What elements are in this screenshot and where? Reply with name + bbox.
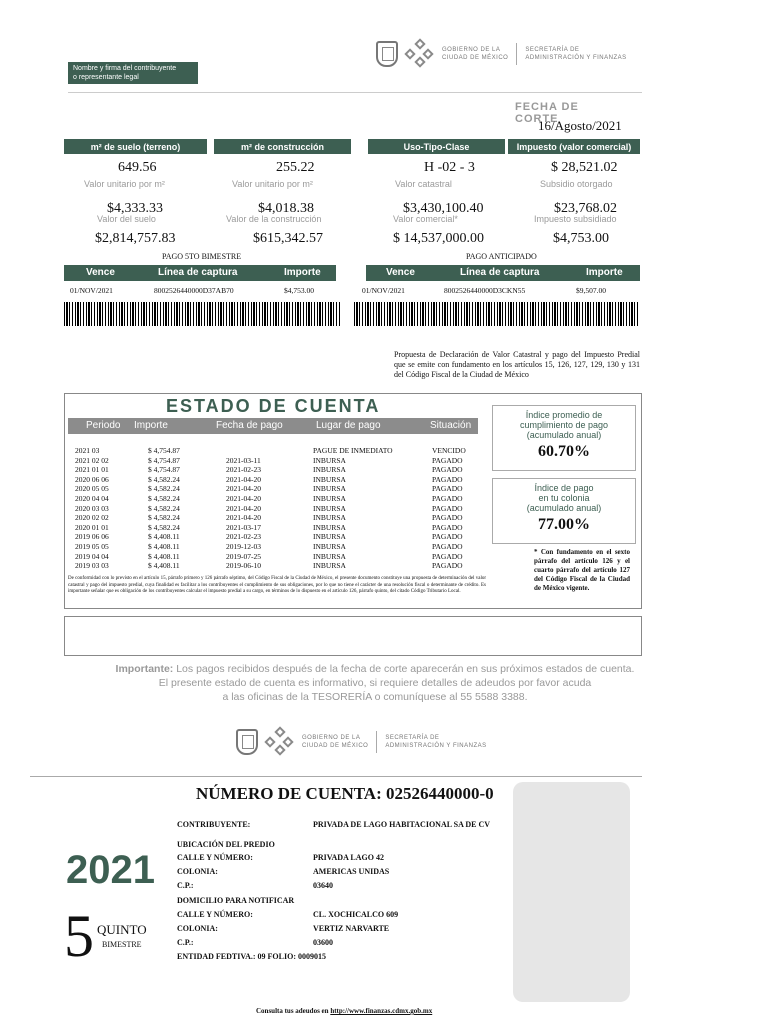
statement-row — [68, 446, 488, 456]
statement-cell: $ 4,582.24 — [148, 494, 180, 503]
bimestre-label: BIMESTRE — [102, 940, 142, 949]
statement-cell: $ 4,582.24 — [148, 513, 180, 523]
sec-logo-text-bottom — [385, 734, 486, 750]
statement-cell: 2021 03 — [75, 446, 100, 455]
calle2-value: CL. XOCHICALCO 609 — [313, 910, 399, 919]
empty-notes-box — [64, 616, 642, 656]
statement-cell: PAGADO — [432, 551, 463, 561]
account-number-title: NÚMERO DE CUENTA: 02526440000-0 — [196, 784, 494, 803]
payment-2-vence: 01/NOV/2021 — [362, 286, 405, 295]
payment-1-h-importe: Importe — [284, 267, 321, 278]
statement-cell: 2020 01 01 — [75, 522, 109, 532]
statement-cell: PAGADO — [432, 484, 463, 494]
contribuyente-label: CONTRIBUYENTE: — [177, 820, 251, 829]
gov-logo-text-bottom — [302, 734, 368, 750]
col-importe: Importe — [134, 420, 168, 431]
statement-cell: INBURSA — [313, 561, 346, 571]
payment-2-importe: $9,507.00 — [576, 286, 606, 295]
payment-2-linea: 8002526440000D3CKN55 — [444, 286, 526, 295]
statement-cell: INBURSA — [313, 532, 346, 542]
index-average-l2: cumplimiento de pago — [519, 420, 609, 430]
statement-cell: $ 4,582.24 — [148, 474, 180, 484]
colonia2-label: COLONIA: — [177, 924, 218, 933]
gov-line2-bottom: CIUDAD DE MÉXICO — [302, 743, 369, 749]
cp-value: 03640 — [313, 881, 333, 890]
statement-title: ESTADO DE CUENTA — [166, 396, 381, 416]
value-val-suelo: $2,814,757.83 — [95, 231, 176, 246]
cut-date-label: FECHA DE CORTE — [515, 101, 579, 125]
statement-cell: PAGUE DE INMEDIATO — [313, 446, 393, 455]
label-val-const: Valor de la construcción — [226, 214, 322, 224]
statement-cell: 2020 04 04 — [75, 494, 109, 503]
label-subsidio: Subsidio otorgado — [540, 179, 613, 189]
important-line3: a las oficinas de la TESORERÍA o comuníquese al 55 5588 3388. — [222, 691, 528, 703]
statement-cell: $ 4,582.24 — [148, 484, 180, 494]
index-average-l3: (acumulado anual) — [526, 430, 602, 440]
coat-of-arms-icon — [376, 41, 398, 67]
label-val-suelo: Valor del suelo — [97, 214, 156, 224]
value-val-com: $ 14,537,000.00 — [393, 231, 484, 246]
statement-cell: INBURSA — [313, 455, 346, 465]
colonia-value: AMERICAS UNIDAS — [313, 867, 390, 876]
statement-cell: $ 4,408.11 — [148, 542, 180, 551]
government-logo-bottom — [236, 728, 487, 756]
statement-cell: INBURSA — [313, 522, 346, 532]
cp2-label: C.P.: — [177, 938, 194, 947]
bimestre-number: 5 — [64, 903, 94, 969]
statement-cell: 2019 06 06 — [75, 532, 109, 542]
payment-1-title: PAGO 5TO BIMESTRE — [162, 252, 242, 261]
index-colonia-value: 77.00% — [538, 516, 590, 533]
payment-2-header — [366, 265, 640, 281]
payment-2-barcode — [354, 302, 640, 326]
label-val-cat: Valor catastral — [395, 179, 452, 189]
statement-cell: PAGADO — [432, 494, 463, 503]
value-val-cat: $3,430,100.40 — [403, 201, 484, 216]
colonia-label: COLONIA: — [177, 867, 218, 876]
payment-2-h-vence: Vence — [386, 267, 415, 278]
footer-prefix: Consulta tus adeudos en — [256, 1007, 331, 1015]
statement-cell: 2019-06-10 — [226, 561, 261, 571]
statement-row — [68, 465, 488, 475]
statement-cell: INBURSA — [313, 542, 346, 551]
statement-cell: 2021-02-23 — [226, 532, 261, 542]
ubicacion-label: UBICACIÓN DEL PREDIO — [177, 840, 275, 849]
cdmx-logo-icon — [406, 40, 434, 68]
header-impuesto: Impuesto (valor comercial) — [508, 139, 640, 154]
statement-rows — [68, 446, 488, 578]
statement-cell: INBURSA — [313, 494, 346, 503]
logo-divider — [516, 43, 517, 65]
value-vu-suelo: $4,333.33 — [107, 201, 163, 216]
statement-cell: PAGADO — [432, 532, 463, 542]
government-logo-top — [376, 40, 627, 68]
statement-cell: $ 4,408.11 — [148, 551, 180, 561]
payment-1-linea: 8002526440000D37AB70 — [154, 286, 234, 295]
payment-1-h-linea: Línea de captura — [158, 267, 238, 278]
statement-cell: $ 4,582.24 — [148, 503, 180, 513]
entidad-folio: ENTIDAD FEDTIVA.: 09 FOLIO: 0009015 — [177, 952, 326, 961]
statement-cell: INBURSA — [313, 513, 346, 523]
coat-of-arms-icon-bottom — [236, 729, 258, 755]
finanzas-link[interactable]: http://www.finanzas.cdmx.gob.mx — [330, 1007, 433, 1015]
payment-2-title: PAGO ANTICIPADO — [466, 252, 537, 261]
statement-cell: PAGADO — [432, 513, 463, 523]
value-impuesto: $ 28,521.02 — [551, 160, 618, 175]
label-imp-sub: Impuesto subsidiado — [534, 214, 617, 224]
col-fecha: Fecha de pago — [216, 420, 283, 431]
statement-row — [68, 504, 488, 514]
statement-cell: 2021 02 02 — [75, 455, 109, 465]
important-label: Importante: — [115, 663, 174, 675]
bimestre-word: QUINTO — [97, 922, 147, 937]
statement-cell: 2020 02 02 — [75, 513, 109, 523]
payment-1-barcode — [64, 302, 341, 326]
signature-tag-line1: Nombre y firma del contribuyente — [73, 65, 177, 72]
calle-label: CALLE Y NÚMERO: — [177, 853, 253, 862]
footer-text — [256, 1007, 432, 1015]
statement-cell: 2019 05 05 — [75, 542, 109, 551]
value-vu-const: $4,018.38 — [258, 201, 314, 216]
statement-row — [68, 494, 488, 504]
statement-cell: 2021-03-17 — [226, 522, 261, 532]
statement-cell: 2020 03 03 — [75, 503, 109, 513]
statement-cell: 2019 04 04 — [75, 551, 109, 561]
label-vu-suelo: Valor unitario por m² — [84, 179, 165, 189]
gov-line1: GOBIERNO DE LA — [442, 47, 501, 53]
statement-row — [68, 513, 488, 523]
index-note: * Con fundamento en el sexto párrafo del artículo 126 y el cuarto párrafo del artículo 127 del Código Fiscal de la Ciudad de México vigente. — [534, 548, 630, 592]
sec-line2-bottom: ADMINISTRACIÓN Y FINANZAS — [385, 743, 487, 749]
calle-value: PRIVADA LAGO 42 — [313, 853, 384, 862]
important-line2: El presente estado de cuenta es informativo, si requiere detalles de adeudos por favor acuda — [158, 677, 592, 689]
col-situacion: Situación — [430, 420, 472, 431]
header-uso: Uso-Tipo-Clase — [368, 139, 505, 154]
important-line1: Los pagos recibidos después de la fecha de corte aparecerán en sus próximos estados de cuenta. — [176, 663, 635, 675]
statement-cell: $ 4,408.11 — [148, 561, 180, 571]
statement-row — [68, 484, 488, 494]
index-colonia-l2: en tu colonia — [538, 493, 590, 503]
statement-cell: VENCIDO — [432, 446, 466, 455]
statement-row — [68, 542, 488, 552]
statement-row — [68, 456, 488, 466]
payment-1-h-vence: Vence — [86, 267, 115, 278]
domicilio-label: DOMICILIO PARA NOTIFICAR — [177, 896, 295, 905]
index-average-box — [492, 405, 636, 471]
statement-cell: 2021 01 01 — [75, 465, 109, 475]
value-val-const: $615,342.57 — [253, 231, 323, 246]
gov-logo-text — [442, 46, 508, 62]
payment-1-importe: $4,753.00 — [284, 286, 314, 295]
statement-cell: PAGADO — [432, 522, 463, 532]
statement-cell: PAGADO — [432, 542, 463, 551]
statement-cell: 2020 05 05 — [75, 484, 109, 494]
sec-line1: SECRETARÍA DE — [525, 47, 580, 53]
value-suelo: 649.56 — [118, 160, 157, 175]
payment-1-vence: 01/NOV/2021 — [70, 286, 113, 295]
statement-cell: 2019-12-03 — [226, 542, 261, 551]
statement-cell: $ 4,408.11 — [148, 532, 180, 542]
important-notice — [64, 662, 686, 704]
top-divider — [68, 92, 642, 93]
value-subsidio: $23,768.02 — [554, 201, 617, 216]
statement-cell: INBURSA — [313, 484, 346, 494]
header-construccion: m² de construcción — [214, 139, 351, 154]
index-colonia-l1: Índice de pago — [534, 483, 594, 493]
index-colonia-box — [492, 478, 636, 544]
value-imp-sub: $4,753.00 — [553, 231, 609, 246]
statement-row — [68, 552, 488, 562]
label-vu-const: Valor unitario por m² — [232, 179, 313, 189]
col-lugar: Lugar de pago — [316, 420, 381, 431]
payment-1-header — [64, 265, 336, 281]
statement-cell: PAGADO — [432, 503, 463, 513]
statement-cell: 2021-02-23 — [226, 465, 261, 475]
sec-line2: ADMINISTRACIÓN Y FINANZAS — [525, 55, 627, 61]
statement-header — [68, 418, 478, 434]
year-label: 2021 — [66, 848, 155, 892]
statement-cell: PAGADO — [432, 474, 463, 484]
statement-row — [68, 532, 488, 542]
cdmx-logo-icon-bottom — [266, 728, 294, 756]
colonia2-value: VERTIZ NARVARTE — [313, 924, 390, 933]
signature-tag-line2: o representante legal — [73, 74, 139, 81]
statement-cell: PAGADO — [432, 561, 463, 571]
statement-cell: 2021-04-20 — [226, 503, 261, 513]
statement-cell: INBURSA — [313, 503, 346, 513]
value-construccion: 255.22 — [276, 160, 315, 175]
gov-line1-bottom: GOBIERNO DE LA — [302, 735, 361, 741]
bottom-divider — [30, 776, 642, 777]
gov-line2: CIUDAD DE MÉXICO — [442, 55, 509, 61]
index-colonia-l3: (acumulado anual) — [526, 503, 602, 513]
contribuyente-value: PRIVADA DE LAGO HABITACIONAL SA DE CV — [313, 820, 491, 829]
logo-divider-bottom — [376, 731, 377, 753]
statement-cell: INBURSA — [313, 551, 346, 561]
label-val-com: Valor comercial* — [393, 214, 458, 224]
value-uso: H -02 - 3 — [424, 160, 475, 175]
col-periodo: Periodo — [86, 420, 121, 431]
sec-line1-bottom: SECRETARÍA DE — [385, 735, 440, 741]
payment-2-h-importe: Importe — [586, 267, 623, 278]
statement-cell: 2021-03-11 — [226, 455, 261, 465]
statement-cell: PAGADO — [432, 465, 463, 475]
statement-row — [68, 523, 488, 533]
cp2-value: 03600 — [313, 938, 333, 947]
statement-cell: $ 4,582.24 — [148, 522, 180, 532]
signature-tag — [68, 62, 198, 84]
statement-legal: De conformidad con lo previsto en el artículo 15, párrafo primero y 126 párrafo séptimo, del Código Fiscal de la Ciudad de México, el presente documento constituye una propuesta de determinación del valor catastral y pago del impuesto predial, cuya finalidad es facilitar a los contribuyentes el cumplimiento de sus obligaciones, por lo que no tiene el carácter de una resolución fiscal o determinante de crédito. Es importante señalar que es obligación de los contribuyentes calcular el impuesto predial a su cargo, en términos de lo dispuesto en el artículo 126, párrafo quinto, del citado Código Tributario Local. — [68, 576, 486, 594]
calle2-label: CALLE Y NÚMERO: — [177, 910, 253, 919]
index-average-value: 60.70% — [538, 443, 590, 460]
statement-cell: $ 4,754.87 — [148, 465, 180, 475]
index-average-l1: Índice promedio de — [525, 410, 603, 420]
statement-cell: 2021-04-20 — [226, 494, 261, 503]
statement-cell: INBURSA — [313, 474, 346, 484]
statement-cell: 2021-04-20 — [226, 474, 261, 484]
statement-cell: 2020 06 06 — [75, 474, 109, 484]
proposal-text: Propuesta de Declaración de Valor Catastral y pago del Impuesto Predial que se emite con fundamento en los artículos 15, 126, 127, 129, 130 y 131 del Código Fiscal de la Ciudad de México — [394, 350, 640, 379]
sec-logo-text — [525, 46, 626, 62]
header-suelo: m² de suelo (terreno) — [64, 139, 207, 154]
payment-2-h-linea: Línea de captura — [460, 267, 540, 278]
statement-cell: 2019 03 03 — [75, 561, 109, 571]
photo-placeholder — [513, 782, 630, 1002]
statement-cell: $ 4,754.87 — [148, 446, 180, 455]
cp-label: C.P.: — [177, 881, 194, 890]
statement-cell: 2021-04-20 — [226, 513, 261, 523]
statement-cell: PAGADO — [432, 455, 463, 465]
cut-date: 16/Agosto/2021 — [538, 118, 622, 133]
statement-row — [68, 561, 488, 571]
statement-cell: $ 4,754.87 — [148, 455, 180, 465]
statement-cell: 2021-04-20 — [226, 484, 261, 494]
statement-row — [68, 475, 488, 485]
statement-cell: INBURSA — [313, 465, 346, 475]
statement-cell: 2019-07-25 — [226, 551, 261, 561]
